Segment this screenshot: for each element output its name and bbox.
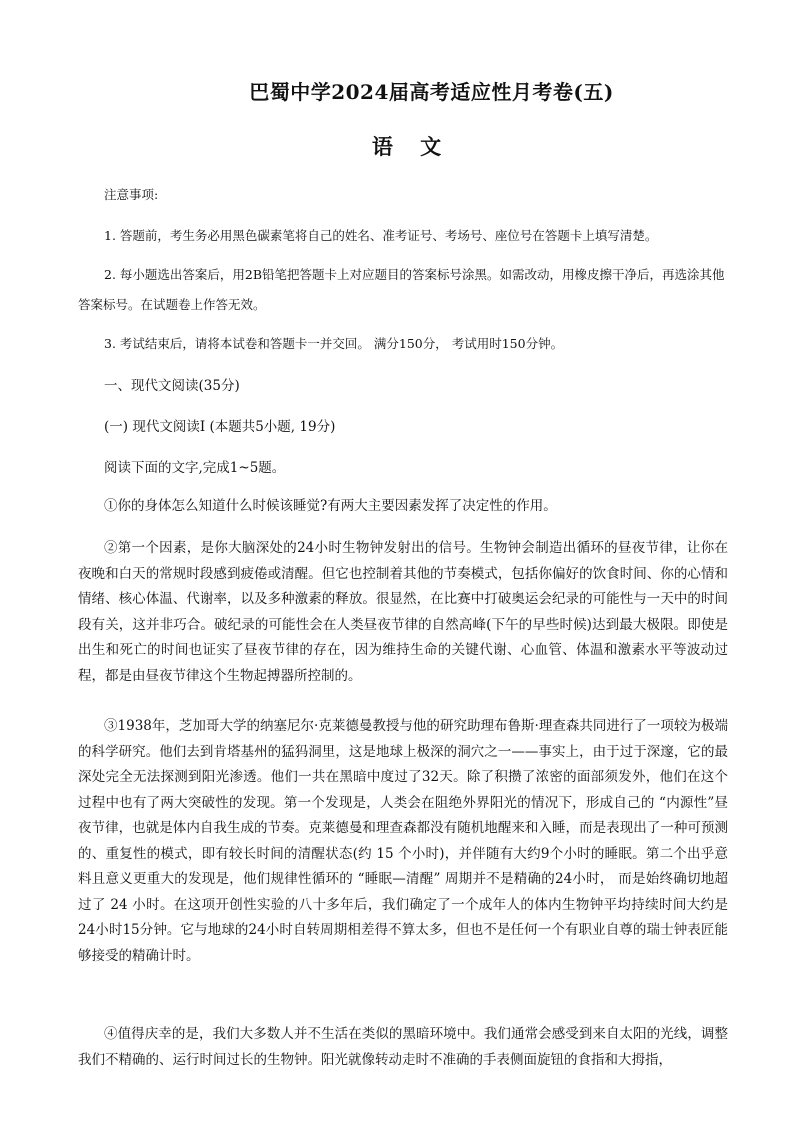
paragraph-4: ④值得庆幸的是，我们大多数人并不生活在类似的黑暗环境中。我们通常会感受到来自太阳的光线，调整我们不精确的、运行时间过长的生物钟。阳光就像转动走时不准确的手表侧面旋钮的食指和大拇指， [78,1026,728,1068]
note-item-1: 1. 答题前，考生务必用黑色碳素笔将自己的姓名、准考证号、考场号、座位号在答题卡上填写清楚。 [104,228,658,243]
note-item-3: 3. 考试结束后，请将本试卷和答题卡一并交回。 满分150分， 考试用时150分钟。 [104,336,564,351]
reading-instruction: 阅读下面的文字,完成1~5题。 [104,460,286,476]
section-heading: 一、现代文阅读(35分) [104,378,240,394]
subsection-heading: (一) 现代文阅读Ⅰ (本题共5小题, 19分) [104,419,336,435]
paragraph-1: ①你的身体怎么知道什么时候该睡觉?有两大主要因素发挥了决定性的作用。 [104,498,557,514]
note-item-2: 2. 每小题选出答案后，用2B铅笔把答题卡上对应题目的答案标号涂黑。如需改动，用橡皮擦干净后，再选涂其他答案标号。在试题卷上作答无效。 [78,267,725,312]
exam-title: 巴蜀中学2024届高考适应性月考卷(五) [249,80,614,104]
subject-title: 语 文 [371,134,452,159]
paragraph-2: ②第一个因素，是你大脑深处的24小时生物钟发射出的信号。生物钟会制造出循环的昼夜节律，让你在夜晚和白天的常规时段感到疲倦或清醒。但它也控制着其他的节奏模式，包括你偏好的饮食时间、你的心情和情绪、核心体温、代谢率，以及多种激素的释放。很显然，在比赛中打破奥运会纪录的可能性与一天中的时间段有关，这并非巧合。破纪录的可能性会在人类昼夜节律的自然高峰(下午的早些时候)达到最大极限。即使是出生和死亡的时间也证实了昼夜节律的存在，因为维持生命的关键代谢、心血管、体温和激素水平等波动过程，都是由昼夜节律这个生物起搏器所控制的。 [78,540,728,684]
notes-heading: 注意事项: [104,187,159,202]
paragraph-3: ③1938年，芝加哥大学的纳塞尼尔·克莱德曼教授与他的研究助理布鲁斯·理查森共同进行了一项较为极端的科学研究。他们去到肯塔基州的猛犸洞里，这是地球上极深的洞穴之一——事实上，由于过于深邃，它的最深处完全无法探测到阳光渗透。他们一共在黑暗中度过了32天。除了积攒了浓密的面部须发外，他们在这个过程中也有了两大突破性的发现。第一个发现是，人类会在阻绝外界阳光的情况下，形成自己的 “内源性”昼夜节律，也就是体内自我生成的节奏。克莱德曼和理查森都没有随机地醒来和入睡，而是表现出了一种可预测的、重复性的模式，即有较长时间的清醒状态(约 15 个小时)，并伴随有大约9个小时的睡眠。第二个出乎意料且意义更重大的发现是，他们规律性循环的 “睡眠—清醒” 周期并不是精确的24小时， 而是始终确切地超过了 24 小时。在这项开创性实验的八十多年后，我们确定了一个成年人的体内生物钟平均持续时间大约是24小时15分钟。它与地球的24小时自转周期相差得不算太多，但也不是任何一个有职业自尊的瑞士钟表匠能够接受的精确计时。 [78,718,728,964]
